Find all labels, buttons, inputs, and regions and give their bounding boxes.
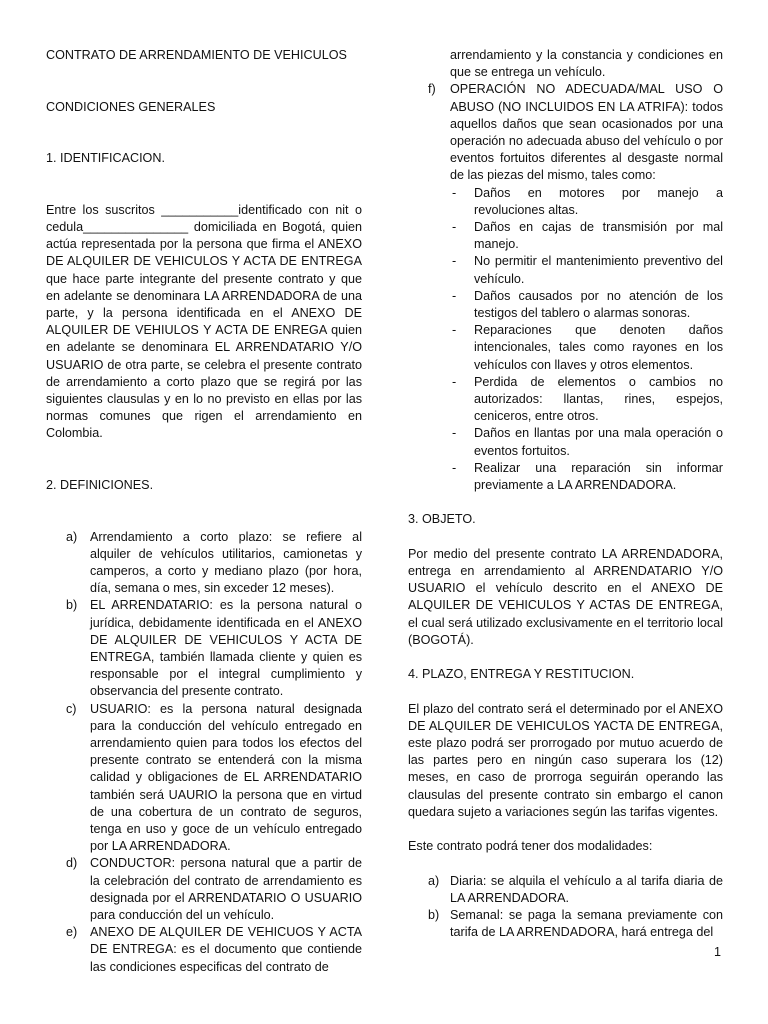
item-marker: d)	[66, 856, 78, 871]
modalities-list	[408, 873, 723, 942]
dash-marker: -	[452, 426, 457, 441]
definitions-list	[46, 529, 362, 976]
item-text: USUARIO: es la persona natural designada para la conducción del vehículo entregado en arrendamiento quien para todos los efectos del presente contrato se entenderá con la misma calidad y obligaciones de EL ARRENDATARIO también será UAURIO la persona que en virtud de una cobertura de un contrato de seguros, tenga en uso y goce de un vehículo entregado por LA ARRENDADORA.	[90, 701, 362, 854]
dash-marker: -	[452, 220, 457, 235]
item-marker: f)	[428, 82, 436, 97]
item-text: Diaria: se alquila el vehículo a al tarifa diaria de LA ARRENDADORA.	[450, 873, 723, 905]
definition-item-e	[46, 924, 362, 976]
section-3-heading: 3. OBJETO.	[408, 512, 476, 527]
page-number: 1	[714, 945, 722, 959]
list-item	[408, 219, 723, 253]
list-item	[408, 425, 723, 459]
definition-item-f	[408, 81, 723, 184]
list-item	[408, 374, 723, 426]
section-2-heading: 2. DEFINICIONES.	[46, 477, 154, 492]
dash-marker: -	[452, 185, 457, 200]
bullet-text: Daños en llantas por una mala operación o eventos fortuitos.	[474, 426, 723, 458]
item-marker: b)	[66, 598, 78, 613]
dash-marker: -	[452, 288, 457, 303]
item-text: EL ARRENDATARIO: es la persona natural o jurídica, debidamente identificada en el ANEXO DE ALQUILER DE VEHICULOS Y ACTA DE ENTREGA, también llamada cliente y quien es responsable por el integral cumplimiento y observancia del presente contrato.	[90, 598, 362, 699]
item-marker: a)	[428, 873, 440, 888]
section-1-heading: 1. IDENTIFICACION.	[46, 151, 165, 166]
list-item	[408, 288, 723, 322]
item-text: Arrendamiento a corto plazo: se refiere al alquiler de vehículos utilitarios, camionetas y camperos, a corto y mediano plazo (por hora, día, semana o mes, sin exceder 12 meses).	[90, 529, 362, 596]
general-conditions-heading: CONDICIONES GENERALES	[46, 99, 216, 114]
item-marker: e)	[66, 925, 78, 940]
object-paragraph: Por medio del presente contrato LA ARRENDADORA, entrega en arrendamiento al ARRENDATARIO Y/O USUARIO el vehículo descrito en el ANEXO DE ALQUILER DE VEHICULOS Y ACTAS DE ENTREGA, el cual será utilizado exclusivamente en el territorio local (BOGOTÁ).	[408, 546, 723, 647]
item-text: CONDUCTOR: persona natural que a partir de la celebración del contrato de arrendamiento es designada por el ARRENDATARIO O USUARIO para conducción del un vehículo.	[90, 856, 362, 922]
list-item	[408, 460, 723, 494]
definition-e-continuation	[408, 47, 723, 81]
right-column	[408, 0, 723, 941]
definition-item-d	[46, 855, 362, 924]
modalities-intro: Este contrato podrá tener dos modalidades:	[408, 839, 653, 854]
definition-item-c	[46, 701, 362, 856]
dash-marker: -	[452, 374, 457, 389]
section-4-heading: 4. PLAZO, ENTREGA Y RESTITUCION.	[408, 667, 635, 682]
dash-marker: -	[452, 323, 457, 338]
dash-marker: -	[452, 460, 457, 475]
item-text: arrendamiento y la constancia y condiciones en que se entrega un vehículo.	[450, 48, 723, 80]
item-marker: c)	[66, 701, 77, 716]
list-item	[408, 185, 723, 219]
bullet-text: Daños en motores por manejo a revoluciones altas.	[474, 185, 723, 217]
item-marker: a)	[66, 529, 78, 544]
item-text: OPERACIÓN NO ADECUADA/MAL USO O ABUSO (NO INCLUIDOS EN LA ATRIFA): todos aquellos daños que sean ocasionados por una operación no adecuada abuso del vehículo o por eventos fortuitos diferentes al desgaste normal de las piezas del mismo, tales como:	[450, 82, 723, 183]
bullet-text: Realizar una reparación sin informar previamente a LA ARRENDADORA.	[474, 460, 723, 493]
bullet-text: Perdida de elementos o cambios no autorizados: llantas, rines, espejos, ceniceros, entre otros.	[474, 374, 723, 424]
item-text: Semanal: se paga la semana previamente con tarifa de LA ARRENDADORA, hará entrega del	[450, 908, 723, 940]
bullet-text: Reparaciones que denoten daños intencionales, tales como rayones en los vehículos con llaves y otros elementos.	[474, 323, 723, 372]
definition-item-b	[46, 597, 362, 700]
item-marker: b)	[428, 908, 440, 923]
bullet-text: No permitir el mantenimiento preventivo del vehículo.	[474, 254, 723, 286]
modality-item-b	[408, 907, 723, 941]
definition-item-a	[46, 529, 362, 598]
dash-marker: -	[452, 254, 457, 269]
term-paragraph: El plazo del contrato será el determinado por el ANEXO DE ALQUILER DE VEHICULOS YACTA DE ENTREGA, este plazo podrá ser prorrogado por mutuo acuerdo de las partes pero en ningún caso superara los (12) meses, en caso de prorroga seguirán operando las clausulas del presente contrato sin embargo el canon quedara sujeto a variaciones según las tarifas vigentes.	[408, 701, 723, 819]
damage-bullet-list	[408, 185, 723, 495]
left-column	[46, 0, 362, 976]
bullet-text: Daños en cajas de transmisión por mal manejo.	[474, 220, 723, 252]
list-item	[408, 253, 723, 287]
modality-item-a	[408, 873, 723, 907]
list-item	[408, 322, 723, 374]
document-title: CONTRATO DE ARRENDAMIENTO DE VEHICULOS	[46, 48, 347, 62]
item-text: ANEXO DE ALQUILER DE VEHICUOS Y ACTA DE ENTREGA: es el documento que contiende las condiciones especificas del contrato de	[90, 925, 362, 974]
bullet-text: Daños causados por no atención de los testigos del tablero o alarmas sonoras.	[474, 288, 723, 321]
identification-paragraph: Entre los suscritos ___________identificado con nit o cedula_______________ domiciliada en Bogotá, quien actúa representada por la persona que firma el ANEXO DE ALQUILER DE VEHICULOS Y ACTA DE ENTREGA que hace parte integrante del presente contrato y que en adelante se denominara LA ARRENDADORA de una parte, y la persona identificada en el ANEXO DE ALQUILER DE VEHIULOS Y ACTA DE ENREGA quien en adelante se denominara EL ARRENDATARIO Y/O USUARIO de otra parte, se celebra el presente contrato de arrendamiento a corto plazo que se regirá por las siguientes clausulas y en lo no previsto en ellas por las normas comunes que rigen el arrendamiento en Colombia.	[46, 202, 362, 441]
